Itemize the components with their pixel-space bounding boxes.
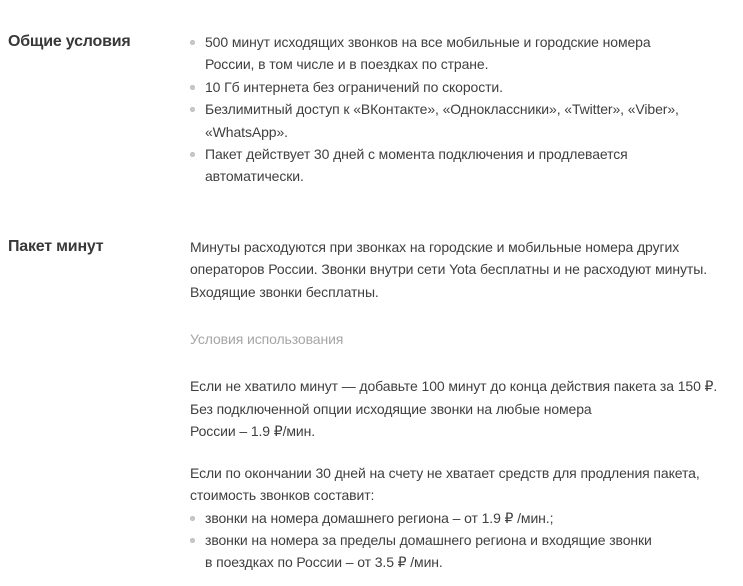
bullet-icon	[190, 85, 195, 90]
list-item	[190, 143, 737, 188]
section-general-heading-column	[0, 31, 190, 53]
list-item	[190, 529, 737, 574]
bullet-line: «WhatsApp».	[205, 123, 288, 140]
bullet-line: автоматически.	[205, 168, 304, 185]
minutes-addon-paragraph	[190, 375, 737, 442]
minutes-renewal-paragraph	[190, 462, 737, 507]
bullet-line: России, в том числе и в поездках по стране.	[205, 56, 489, 73]
bullet-icon	[190, 40, 195, 45]
bullet-line: в поездках по России – от 3.5 ₽ /мин.	[205, 554, 443, 571]
bullet-line: Пакет действует 30 дней с момента подключения и продлевается	[205, 146, 628, 163]
paragraph-line: Входящие звонки бесплатны.	[190, 283, 379, 300]
minutes-intro-paragraph	[190, 236, 737, 303]
list-item-text	[205, 529, 737, 574]
paragraph-line: Минуты расходуются при звонках на городские и мобильные номера других	[190, 238, 680, 255]
list-item	[190, 507, 737, 529]
paragraph-line: Если не хватило минут — добавьте 100 минут до конца действия пакета за 150 ₽.	[190, 378, 718, 395]
bullet-icon	[190, 152, 195, 157]
bullet-line: Безлимитный доступ к «ВКонтакте», «Одноклассники», «Twitter», «Viber»,	[205, 101, 679, 118]
section-general-content	[190, 31, 743, 188]
section-general-conditions	[0, 31, 743, 188]
section-minutes-heading-column	[0, 236, 190, 258]
paragraph-line: России – 1.9 ₽/мин.	[190, 423, 316, 440]
list-item	[190, 31, 737, 76]
section-minutes-content	[190, 236, 743, 574]
paragraph-line: Без подключенной опции исходящие звонки на любые номера	[190, 400, 592, 417]
list-item	[190, 76, 737, 98]
list-item-text	[205, 31, 737, 76]
bullet-line: 500 минут исходящих звонков на все мобильные и городские номера	[205, 34, 651, 50]
list-item-text	[205, 76, 737, 98]
paragraph-line: стоимость звонков составит:	[190, 487, 375, 504]
section-minutes-package	[0, 236, 743, 574]
list-item-text	[205, 143, 737, 188]
list-item-text	[205, 507, 737, 529]
section-minutes-heading: Пакет минут	[8, 237, 104, 255]
bullet-line: 10 Гб интернета без ограничений по скорости.	[205, 78, 503, 95]
list-item	[190, 98, 737, 143]
bullet-icon	[190, 516, 195, 521]
renewal-prices-list	[190, 507, 737, 574]
section-general-heading: Общие условия	[8, 33, 131, 50]
terms-of-use-label: Условия использования	[190, 331, 344, 348]
general-conditions-list	[190, 31, 737, 188]
paragraph-line: операторов России. Звонки внутри сети Yota бесплатны и не расходуют минуты.	[190, 261, 707, 278]
bullet-icon	[190, 107, 195, 112]
list-item-text	[205, 98, 737, 143]
bullet-line: звонки на номера за пределы домашнего региона и входящие звонки	[205, 531, 652, 548]
bullet-icon	[190, 538, 195, 543]
paragraph-line: Если по окончании 30 дней на счету не хватает средств для продления пакета,	[190, 464, 700, 481]
bullet-line: звонки на номера домашнего региона – от 1.9 ₽ /мин.;	[205, 509, 554, 526]
